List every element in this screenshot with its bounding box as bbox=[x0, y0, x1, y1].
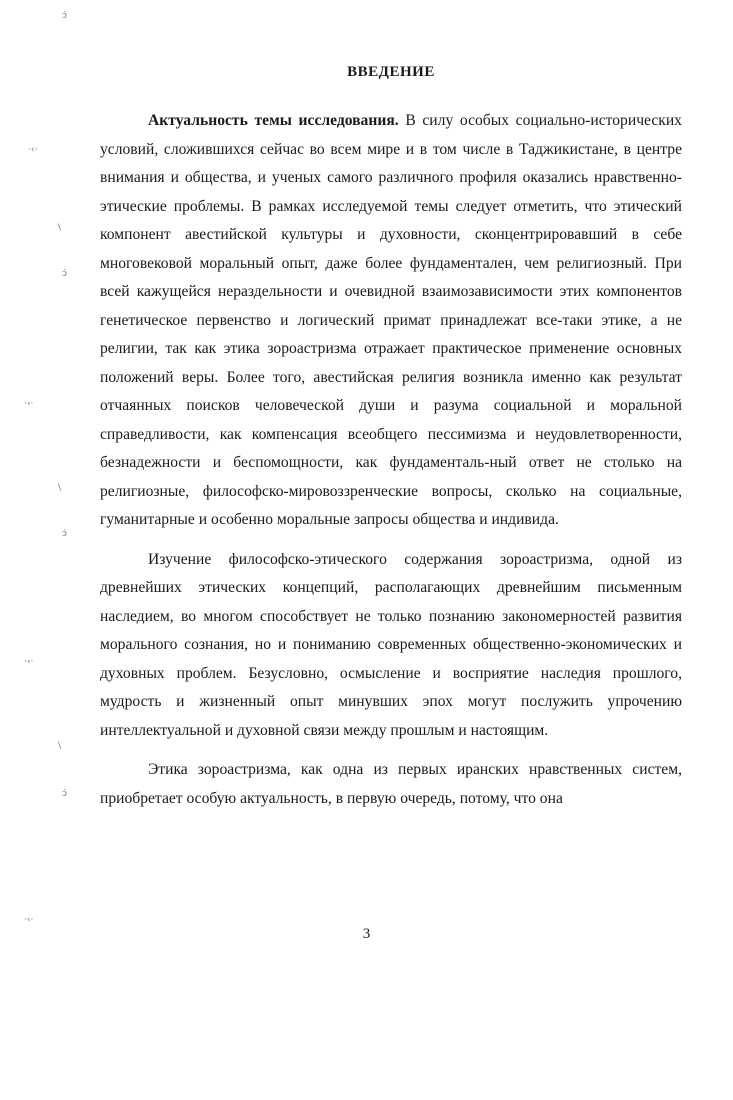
paragraph-study: Изучение философско-этического содержания зороастризма, одной из древнейших этических концепций, располагающих древнейшим письменным наследием, во многом способствует не только познанию закономерностей развития морального сознания, но и пониманию современных общественно-экономических и духовных проблем. Безусловно, осмысление и восприятие наследия прошлого, мудрость и жизненный опыт минувших эпох могут послужить упрочению интеллектуальной и духовной связи между прошлым и настоящим. bbox=[100, 550, 682, 739]
scan-speck: ·‹· bbox=[24, 915, 34, 925]
section-title: ВВЕДЕНИЕ bbox=[347, 64, 435, 80]
paragraph-text: В силу особых социально-исторических условий, сложившихся сейчас во всем мире и в том числе в Таджикистане, в центре внимания и общества, и ученых самого различного профиля оказались нравственно-этические проблемы. В рамках исследуемой темы следует отметить, что этический компонент авестийской культуры и духовности, сконцентрировавший в себе многовековой моральный опыт, даже более фундаментален, чем религиозный. При всей кажущейся нераздельности и очевидной взаимозависимости этих компонентов генетическое первенство и логический примат принадлежат все-таки этике, а не религии, так как этика зороастризма отражает практическое применение основных положений веры. Более того, авестийская религия возникла именно как результат отчаянных поисков человеческой души и разума социальной и моральной справедливости, как компенсация всеобщего пессимизма и неудовлетворенности, безнадежности и беспомощности, как фундаменталь-ный ответ не столько на религиозные, философско-мировоззренческие вопросы, сколько на социальные, гуманитарные и особенно моральные запросы общества и индивида. bbox=[100, 112, 682, 528]
scan-speck: \ bbox=[58, 483, 62, 493]
scan-speck: ↄ̇ bbox=[62, 789, 67, 799]
scan-speck: ↄ̇ bbox=[62, 11, 67, 21]
scan-speck: ↄ̇ bbox=[62, 269, 67, 279]
scan-speck: ·‹· bbox=[24, 657, 34, 667]
scan-speck: \ bbox=[58, 223, 62, 233]
paragraph-ethics: Этика зороастризма, как одна из первых иранских нравственных систем, приобретает особую актуальность, в первую очередь, потому, что она bbox=[100, 761, 682, 807]
scan-speck: \ bbox=[58, 741, 62, 751]
paragraph-lead: Актуальность темы исследования. bbox=[148, 112, 399, 129]
paragraph-relevance bbox=[100, 107, 682, 535]
scan-speck: ·‹· bbox=[28, 145, 38, 155]
document-body bbox=[100, 64, 682, 813]
scan-speck: ·‹· bbox=[24, 399, 34, 409]
scan-speck: ↄ̇ bbox=[62, 529, 67, 539]
page-number: 3 bbox=[362, 926, 371, 942]
